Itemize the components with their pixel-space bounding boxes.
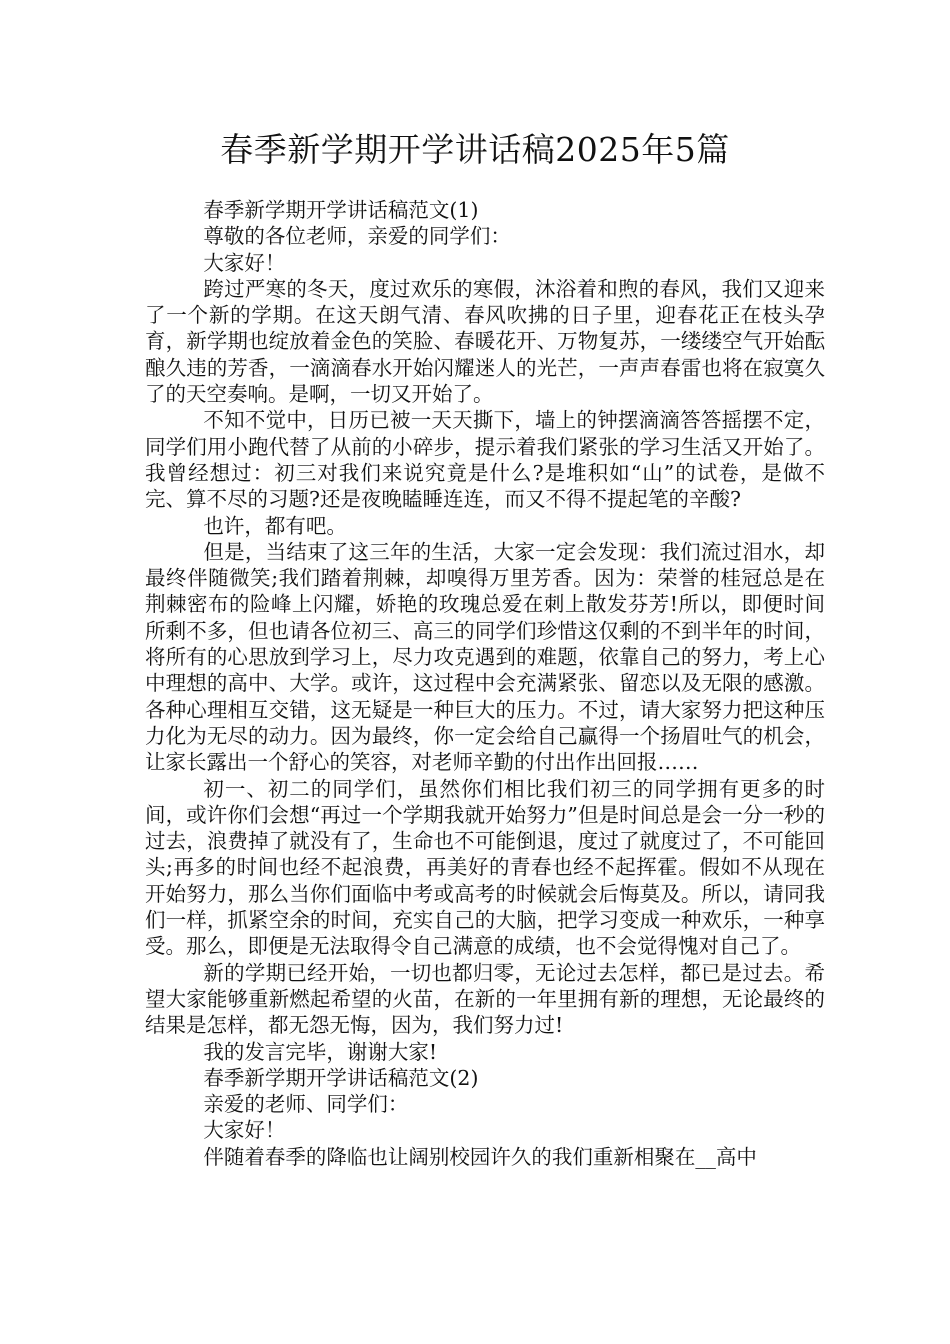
- body-paragraph: 跨过严寒的冬天，度过欢乐的寒假，沐浴着和煦的春风，我们又迎来了一个新的学期。在这天朗气清、春风吹拂的日子里，迎春花正在枝头孕育，新学期也绽放着金色的笑脸、春暖花开、万物复苏，一缕缕空气开始酝酿久违的芳香，一滴滴春水开始闪耀迷人的光芒，一声声春雷也将在寂寞久了的天空奏响。是啊，一切又开始了。: [145, 276, 825, 407]
- body-paragraph: 伴随着春季的降临也让阔别校园许久的我们重新相聚在__高中: [203, 1144, 757, 1169]
- body-paragraph: 不知不觉中，日历已被一天天撕下，墙上的钟摆滴滴答答摇摆不定，同学们用小跑代替了从前的小碎步，提示着我们紧张的学习生活又开始了。我曾经想过：初三对我们来说究竟是什么?是堆积如“山”的试卷，是做不完、算不尽的习题?还是夜晚瞌睡连连，而又不得不提起笔的辛酸?: [145, 408, 825, 512]
- body-paragraph: 新的学期已经开始，一切也都归零，无论过去怎样，都已是过去。希望大家能够重新燃起希望的火苗，在新的一年里拥有新的理想，无论最终的结果是怎样，都无怨无悔，因为，我们努力过!: [145, 960, 825, 1038]
- greeting: 大家好！: [203, 250, 286, 275]
- closing-line: 我的发言完毕，谢谢大家!: [203, 1039, 438, 1064]
- document-title: 春季新学期开学讲话稿2025年5篇: [220, 130, 730, 169]
- body-paragraph: 初一、初二的同学们，虽然你们相比我们初三的同学拥有更多的时间，或许你们会想“再过一个学期我就开始努力”但是时间总是会一分一秒的过去，浪费掉了就没有了，生命也不可能倒退，度过了就度过了，不可能回头;再多的时间也经不起浪费，再美好的青春也经不起挥霍。假如不从现在开始努力，那么当你们面临中考或高考的时候就会后悔莫及。所以，请同我们一样，抓紧空余的时间，充实自己的大脑，把学习变成一种欢乐，一种享受。那么，即便是无法取得令自己满意的成绩，也不会觉得愧对自己了。: [145, 776, 825, 959]
- greeting: 大家好！: [203, 1118, 286, 1143]
- section-heading: 春季新学期开学讲话稿范文(2): [203, 1065, 479, 1090]
- section-heading: 春季新学期开学讲话稿范文(1): [203, 198, 479, 222]
- body-paragraph: 也许，都有吧。: [203, 513, 347, 538]
- salutation: 亲爱的老师、同学们：: [203, 1092, 409, 1117]
- body-paragraph: 但是，当结束了这三年的生活，大家一定会发现：我们流过泪水，却最终伴随微笑;我们踏着荆棘，却嗅得万里芳香。因为：荣誉的桂冠总是在荆棘密布的险峰上闪耀，娇艳的玫瑰总爱在刺上散发芬芳!所以，即便时间所剩不多，但也请各位初三、高三的同学们珍惜这仅剩的不到半年的时间，将所有的心思放到学习上，尽力攻克遇到的难题，依靠自己的努力，考上心中理想的高中、大学。或许，这过程中会充满紧张、留恋以及无限的感激。各种心理相互交错，这无疑是一种巨大的压力。不过，请大家努力把这种压力化为无尽的动力。因为最终，你一定会给自己赢得一个扬眉吐气的机会，让家长露出一个舒心的笑容，对老师辛勤的付出作出回报……: [145, 539, 825, 775]
- document-body: [145, 197, 825, 1170]
- salutation: 尊敬的各位老师，亲爱的同学们：: [203, 224, 511, 249]
